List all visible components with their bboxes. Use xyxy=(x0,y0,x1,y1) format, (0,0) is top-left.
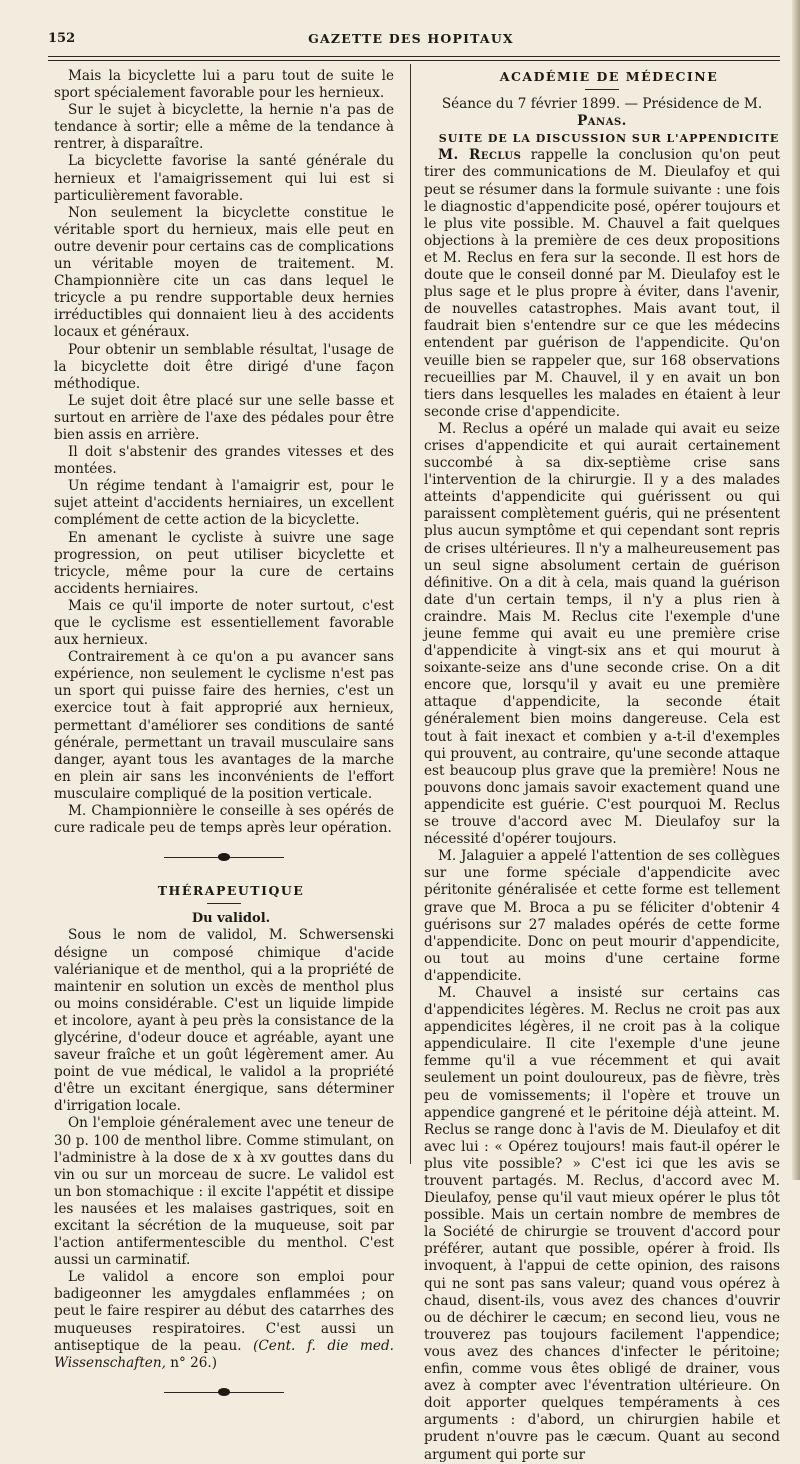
journal-title: GAZETTE DES HOPITAUX xyxy=(308,31,514,46)
section-title-therapeutique: THÉRAPEUTIQUE xyxy=(157,883,305,899)
left-column xyxy=(54,68,394,1417)
paragraph: M. Chauvel a insisté sur certains cas d'appendicites légères. M. Reclus ne croit pas aux appendicites légères, il ne croit pas à la colique appendiculaire. Il cite l'exemple d'une jeune femme qu'il a vue récemment et qui avait seulement un point douloureux, pas de fièvre, très peu de vomissements; il l'opère et trouve un appendice gangrené et le péritoine déjà atteint. M. Reclus se range donc à l'avis de M. Dieulafoy et dit avec lui : « Opérez toujours! mais faut-il opérer le plus vite possible? » C'est ici que les avis se trouvent partagés. M. Reclus, d'accord avec M. Dieulafoy, pense qu'il vaut mieux opérer le plus tôt possible. Mais un certain nombre de membres de la Société de chirurgie se trouvent d'accord pour préférer, autant que possible, opérer à froid. Ils invoquent, à l'appui de cette opinion, des raisons qui ne sont pas sans valeur; quand vous opérez à chaud, disent-ils, vous avez des chances d'ouvrir ou de déchirer le cæcum; en second lieu, vous ne trouverez pas toujours facilement l'appendice; vous avez des chances d'infecter le péritoine; enfin, comme vous êtes obligé de drainer, vous avez à compter avec l'éventration ultérieure. On doit apporter quelques tempéraments à ces arguments : d'abord, un chirurgien habile et prudent n'ouvre pas le cæcum. Quant au second argument qui porte sur xyxy=(424,984,780,1463)
paragraph: Mais la bicyclette lui a paru tout de suite le sport spécialement favorable pour les hernieux. xyxy=(54,68,394,102)
citation-end: n° 26.) xyxy=(165,1354,218,1371)
section-rule xyxy=(585,89,619,90)
paragraph xyxy=(54,1269,394,1372)
paragraph: Un régime tendant à l'amaigrir est, pour le sujet atteint d'accidents herniaires, un excellent complément de cette action de la bicyclette. xyxy=(54,478,394,529)
ornament-dot xyxy=(218,853,230,861)
paragraph-text: rappelle la conclusion qu'on peut tirer des communications de M. Dieulafoy et qui peut se résumer dans la formule suivante : une fois le diagnostic d'appendicite posé, opérer toujours et le plus vite possible. M. Chauvel a fait quelques objections à la première de ces deux propositions et M. Reclus en fera sur la seconde. Il est hors de doute que le conseil donné par M. Dieulafoy est le plus sage et le plus propre à éviter, dans l'avenir, de nouvelles catastrophes. Mais avant tout, il faudrait bien s'entendre sur ce que les médecins entendent par guérison de l'appendicite. Qu'on veuille bien se rappeler que, sur 168 observations recueillies par M. Chauvel, il y en avait un bon tiers dans lesquelles les malades en étaient à leur seconde crise d'appendicite. xyxy=(424,147,780,420)
paragraph: Non seulement la bicyclette constitue le véritable sport du hernieux, mais elle peut en outre devenir pour certains cas de complications un véritable moyen de traitement. M. Championnière cite un cas dans lequel le tricycle a pu rendre supportable deux hernies irréductibles qui donnaient lieu à des accidents locaux et généraux. xyxy=(54,204,394,341)
right-column xyxy=(424,68,780,1464)
discussion-title: SUITE DE LA DISCUSSION SUR L'APPENDICITE xyxy=(438,132,780,146)
citation: (Cent. f. die med. Wissenschaften, xyxy=(54,1337,394,1371)
seance-text: Séance du 7 février 1899. — Présidence de M. xyxy=(441,96,763,113)
page-header xyxy=(48,28,774,50)
paragraph: Sous le nom de validol, M. Schwersenski désigne un composé chimique d'acide valérianique et de menthol, qui a la propriété de maintenir en solution un excès de menthol plus ou moins considérable. C'est un liquide limpide et incolore, ayant à peu près la consistance de la glycérine, d'odeur douce et agréable, ayant une saveur fraîche et un goût légèrement amer. Au point de vue médical, le validol a la propriété d'être un excitant énergique, sans déterminer d'irrigation locale. xyxy=(54,927,394,1115)
paragraph: Le sujet doit être placé sur une selle basse et surtout en arrière de l'axe des pédales pour être bien assis en arrière. xyxy=(54,392,394,443)
paragraph: M. Jalaguier a appelé l'attention de ses collègues sur une forme spéciale d'appendicite avec péritonite généralisée et cette forme est tellement grave que M. Broca a pu se féliciter d'obtenir 4 guérisons sur 27 malades opérés de cette forme d'appendicite. Donc on peut mourir d'appendicite, ou tout au moins d'une certaine forme d'appendicite. xyxy=(424,848,780,984)
ornament-dot xyxy=(218,1388,230,1396)
president-name: Panas. xyxy=(577,113,627,130)
paragraph: M. Championnière le conseille à ses opérés de cure radicale peu de temps après leur opération. xyxy=(54,803,394,837)
page-edge xyxy=(792,0,800,1180)
section-title-academie: ACADÉMIE DE MÉDECINE xyxy=(499,69,719,84)
paragraph: Sur le sujet à bicyclette, la hernie n'a pas de tendance à sortir; elle a même de la tendance à rentrer, à disparaître. xyxy=(54,102,394,153)
paragraph: Contrairement à ce qu'on a pu avancer sans expérience, non seulement le cyclisme n'est pas un sport qui puisse faire des hernies, c'est un exercice tout à fait approprié aux hernieux, permettant d'améliorer ses conditions de santé générale, permettant un travail musculaire sans danger, ayant tous les avantages de la marche en plein air sans les inconvénients de l'effort musculaire compliqué de la position verticale. xyxy=(54,649,394,802)
speaker-name: M. Reclus xyxy=(438,147,522,164)
column-divider xyxy=(410,64,411,1164)
section-rule xyxy=(207,903,241,904)
paragraph: On l'emploie généralement avec une teneur de 30 p. 100 de menthol libre. Comme stimulant, on l'administre à la dose de x à xv gouttes dans du vin ou sur un morceau de sucre. Le validol est un bon stomachique : il excite l'appétit et dissipe les nausées et les malaises gastriques, soit en excitant la sécrétion de la muqueuse, soit par l'action antifermentescible du menthol. C'est aussi un carminatif. xyxy=(54,1115,394,1269)
header-rule xyxy=(48,56,780,57)
paragraph-text: Le validol a encore son emploi pour badigeonner les amygdales enflammées ; on peut le faire respirer au début des catarrhes des muqueuses respiratoires. C'est aussi un antiseptique de la peau. xyxy=(54,1269,394,1354)
paragraph: M. Reclus a opéré un malade qui avait eu seize crises d'appendicite et qui aurait certainement succombé à sa dix-septième crise sans l'intervention de la chirurgie. Il y a des malades atteints d'appendicite qui guérissent ou qui paraissent complètement guéris, qui ne présentent plus aucun symptôme et qui cependant sont repris de crises ultérieures. Il n'y a malheureusement pas un seul signe absolument certain de guérison définitive. On a dit à cela, mais quand la guérison date d'un certain temps, il n'y a plus rien à craindre. Mais M. Reclus cite l'exemple d'une jeune femme qui avait eu une première crise d'appendicite à vingt-six ans et qui mourut à soixante-seize ans d'une seconde crise. On a dit encore que, lorsqu'il y avait eu une première attaque d'appendicite, la seconde était généralement bien moins dangereuse. Cela est tout à fait inexact et combien y a-t-il d'exemples qui prouvent, au contraire, qu'une seconde attaque est beaucoup plus grave que la première! Nous ne pouvons donc jamais savoir exactement quand une appendicite est guérie. C'est pourquoi M. Reclus se trouve d'accord avec M. Dieulafoy sur la nécessité d'opérer toujours. xyxy=(424,420,780,848)
paragraph: En amenant le cycliste à suivre une sage progression, on peut utiliser bicyclette et tricycle, même pour la cure de certains accidents herniaires. xyxy=(54,529,394,597)
paragraph xyxy=(424,147,780,421)
header-rule-thin xyxy=(48,60,780,61)
paragraph: La bicyclette favorise la santé générale du hernieux et l'amaigrissement qui lui est si particulièrement favorable. xyxy=(54,153,394,204)
ornament-divider xyxy=(164,857,284,858)
seance-line xyxy=(424,96,780,130)
page-number: 152 xyxy=(48,31,76,46)
paragraph: Pour obtenir un semblable résultat, l'usage de la bicyclette doit être dirigé d'une façon méthodique. xyxy=(54,341,394,392)
article-title-validol: Du validol. xyxy=(191,911,271,927)
paragraph: Il doit s'abstenir des grandes vitesses et des montées. xyxy=(54,444,394,478)
paragraph: Mais ce qu'il importe de noter surtout, c'est que le cyclisme est essentiellement favorable aux hernieux. xyxy=(54,597,394,649)
ornament-divider xyxy=(164,1392,284,1393)
